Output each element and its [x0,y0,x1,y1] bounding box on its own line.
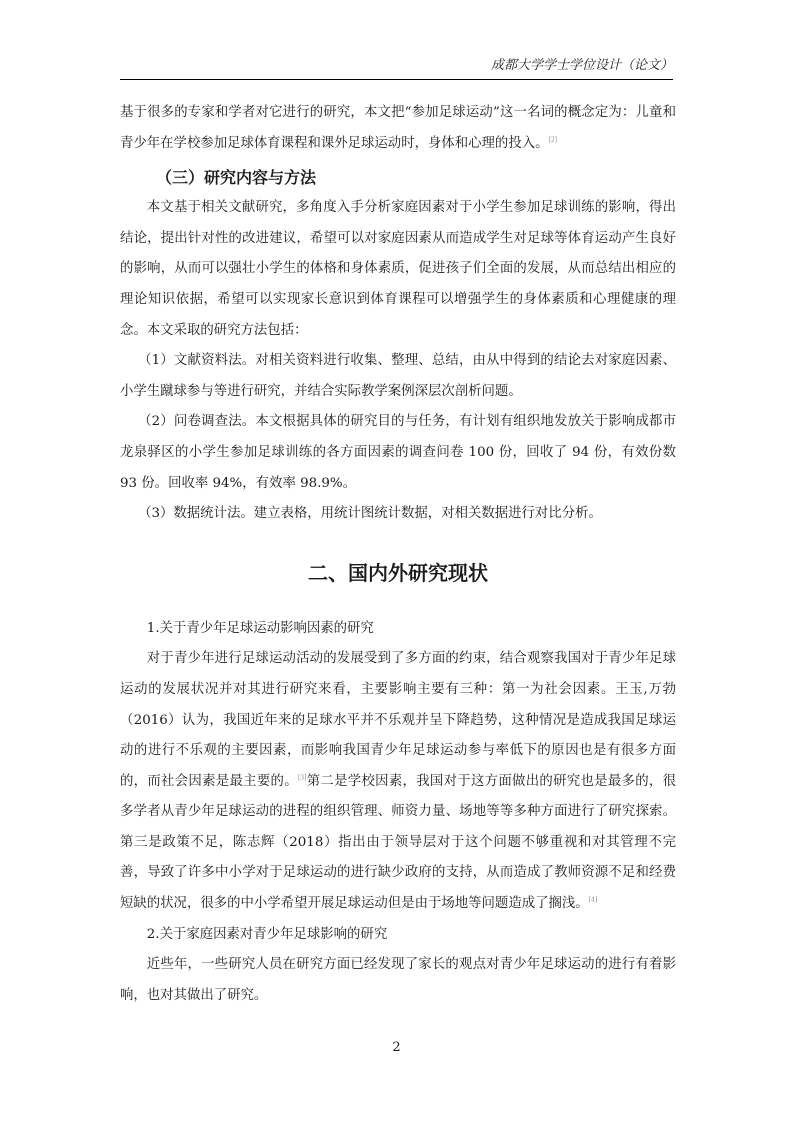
method-item: （1）文献资料法。对相关资料进行收集、整理、总结，由从中得到的结论去对家庭因素、小学生蹴球参与等进行研究，并结合实际教学案例深层次剖析问题。 [120,353,676,399]
subsection-heading: 1.关于青少年足球运动影响因素的研究 [146,620,374,636]
body-paragraph: 本文基于相关文献研究，多角度入手分析家庭因素对于小学生参加足球训练的影响，得出结论，提出针对性的改进建议，希望可以对家庭因素从而造成学生对足球等体育运动产生良好的影响，从而可以强壮小学生的体格和身体素质，促进孩子们全面的发展，从而总结出相应的理论知识依据，希望可以实现家长意识到体育课程可以增强学生的身体素质和心理健康的理念。本文采取的研究方法包括： [120,200,676,338]
intro-paragraph-text: 基于很多的专家和学者对它进行的研究，本文把“参加足球运动”这一名词的概念定为：儿童和青少年在学校参加足球体育课程和课外足球运动时，身体和心理的投入。 [120,105,676,151]
subsection-heading: 2.关于家庭因素对青少年足球影响的研究 [146,926,388,942]
body-paragraph [120,644,676,919]
running-header: 成都大学学士学位设计（论文） [490,58,673,73]
citation-marker: [4] [588,896,598,904]
body-paragraph: 近些年，一些研究人员在研究方面已经发现了家长的观点对青少年足球运动的进行有着影响，也对其做出了研究。 [120,957,676,1003]
method-item: （3）数据统计法。建立表格，用统计图统计数据，对相关数据进行对比分析。 [138,506,602,522]
chapter-heading: 二、国内外研究现状 [308,560,488,585]
header-divider [120,79,673,80]
method-item: （2）问卷调查法。本文根据具体的研究目的与任务，有计划有组织地发放关于影响成都市龙泉驿区的小学生参加足球训练的各方面因素的调查问卷 100 份，回收了 94 份，有效份数 93 份。回收率 94%，有效率 98.9%。 [120,414,676,491]
intro-paragraph [120,98,676,159]
body-text: 第二是学校因素，我国对于这方面做出的研究也是最多的，很多学者从青少年足球运动的进程的组织管理、师资力量、场地等等多种方面进行了研究探索。第三是政策不足，陈志辉（2018）指出由于领导层对于这个问题不够重视和对其管理不完善，导致了许多中小学对于足球运动的进行缺少政府的支持，从而造成了教师资源不足和经费短缺的状况，很多的中小学希望开展足球运动但是由于场地等问题造成了搁浅。 [120,773,676,912]
citation-marker: [3] [297,774,307,782]
page-body [120,98,676,1011]
citation-marker: [2] [548,136,557,144]
page-number: 2 [392,1040,401,1055]
body-text: 对于青少年进行足球运动活动的发展受到了多方面的约束，结合观察我国对于青少年足球运动的发展状况并对其进行研究来看，主要影响主要有三种：第一为社会因素。王玉,万勃（2016）认为，我国近年来的足球水平并不乐观并呈下降趋势，这种情况是造成我国足球运动的进行不乐观的主要因素，而影响我国青少年足球运动参与率低下的原因也是有很多方面的，而社会因素是最主要的。 [120,651,676,789]
section-heading: （三）研究内容与方法 [156,168,317,188]
